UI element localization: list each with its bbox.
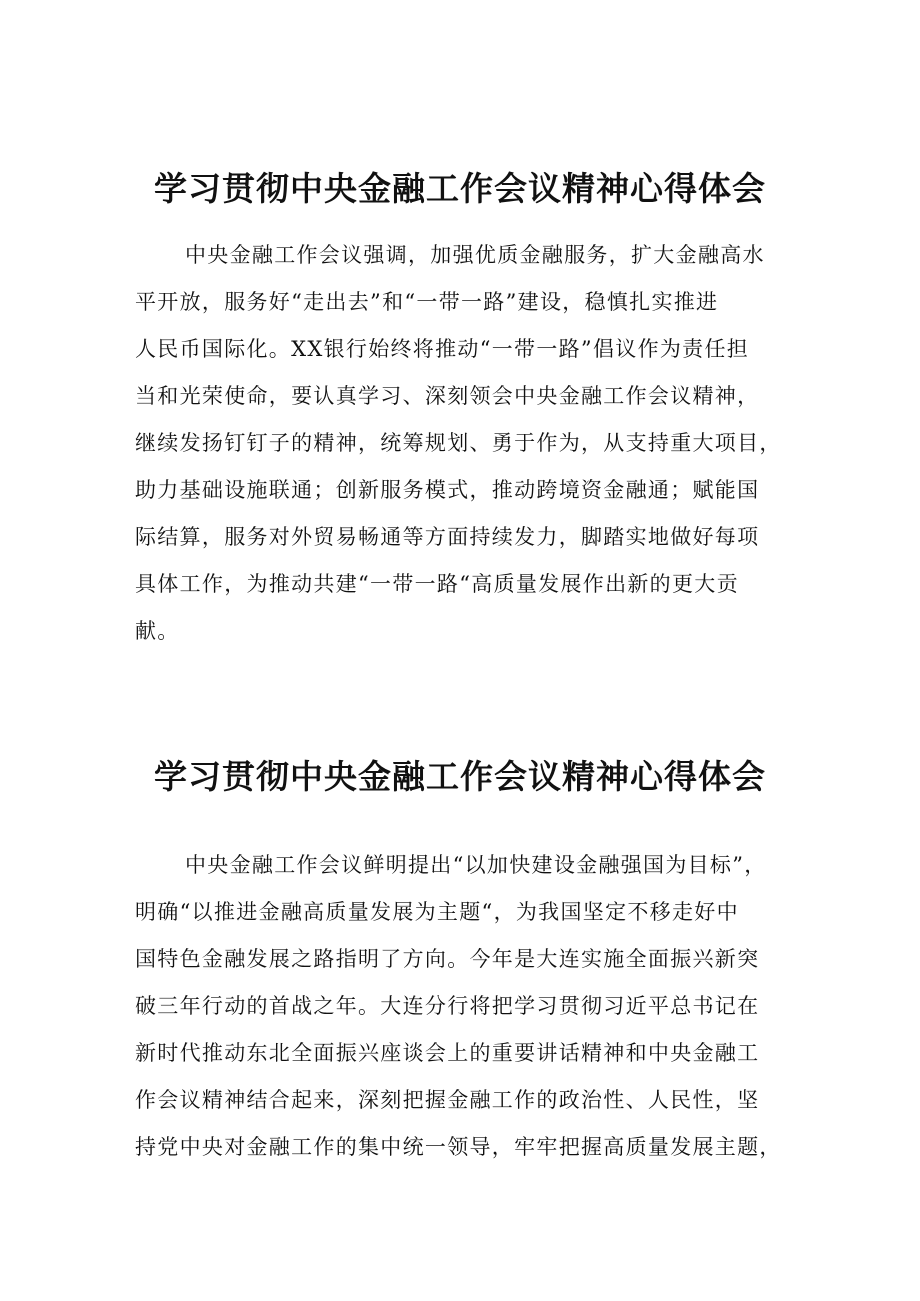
- paragraph-line: 国特色金融发展之路指明了方向。今年是大连实施全面振兴新突: [135, 947, 760, 971]
- paragraph-line: 献。: [135, 619, 180, 643]
- section-2-body: [135, 842, 805, 1171]
- paragraph-line: 当和光荣使命，要认真学习、深刻领会中央金融工作会议精神，: [135, 384, 760, 408]
- paragraph-line: 平开放，服务好“走出去”和“一带一路”建设，稳慎扎实推进: [135, 290, 719, 314]
- paragraph-line: 人民币国际化。XX银行始终将推动“一带一路”倡议作为责任担: [135, 337, 750, 361]
- paragraph-line: 新时代推动东北全面振兴座谈会上的重要讲话精神和中央金融工: [135, 1041, 760, 1065]
- paragraph-line: 明确“以推进金融高质量发展为主题“，为我国坚定不移走好中: [135, 900, 739, 924]
- paragraph-line: 中央金融工作会议鲜明提出“以加快建设金融强国为目标”，: [185, 853, 767, 877]
- paragraph-line: 作会议精神结合起来，深刻把握金融工作的政治性、人民性，坚: [135, 1088, 760, 1112]
- paragraph-line: 助力基础设施联通；创新服务模式，推动跨境资金融通；赋能国: [135, 478, 760, 502]
- paragraph-line: 际结算，服务对外贸易畅通等方面持续发力，脚踏实地做好每项: [135, 525, 760, 549]
- paragraph-line: 持党中央对金融工作的集中统一领导，牢牢把握高质量发展主题，: [135, 1135, 782, 1159]
- section-1-title: 学习贯彻中央金融工作会议精神心得体会: [154, 169, 766, 208]
- section-1-body: [135, 232, 805, 655]
- paragraph-line: 继续发扬钉钉子的精神，统筹规划、勇于作为，从支持重大项目，: [135, 431, 782, 455]
- paragraph-line: 中央金融工作会议强调，加强优质金融服务，扩大金融高水: [185, 243, 765, 267]
- section-2-title: 学习贯彻中央金融工作会议精神心得体会: [154, 757, 766, 796]
- paragraph-line: 破三年行动的首战之年。大连分行将把学习贯彻习近平总书记在: [135, 994, 760, 1018]
- paragraph-line: 具体工作，为推动共建“一带一路“高质量发展作出新的更大贡: [135, 572, 739, 596]
